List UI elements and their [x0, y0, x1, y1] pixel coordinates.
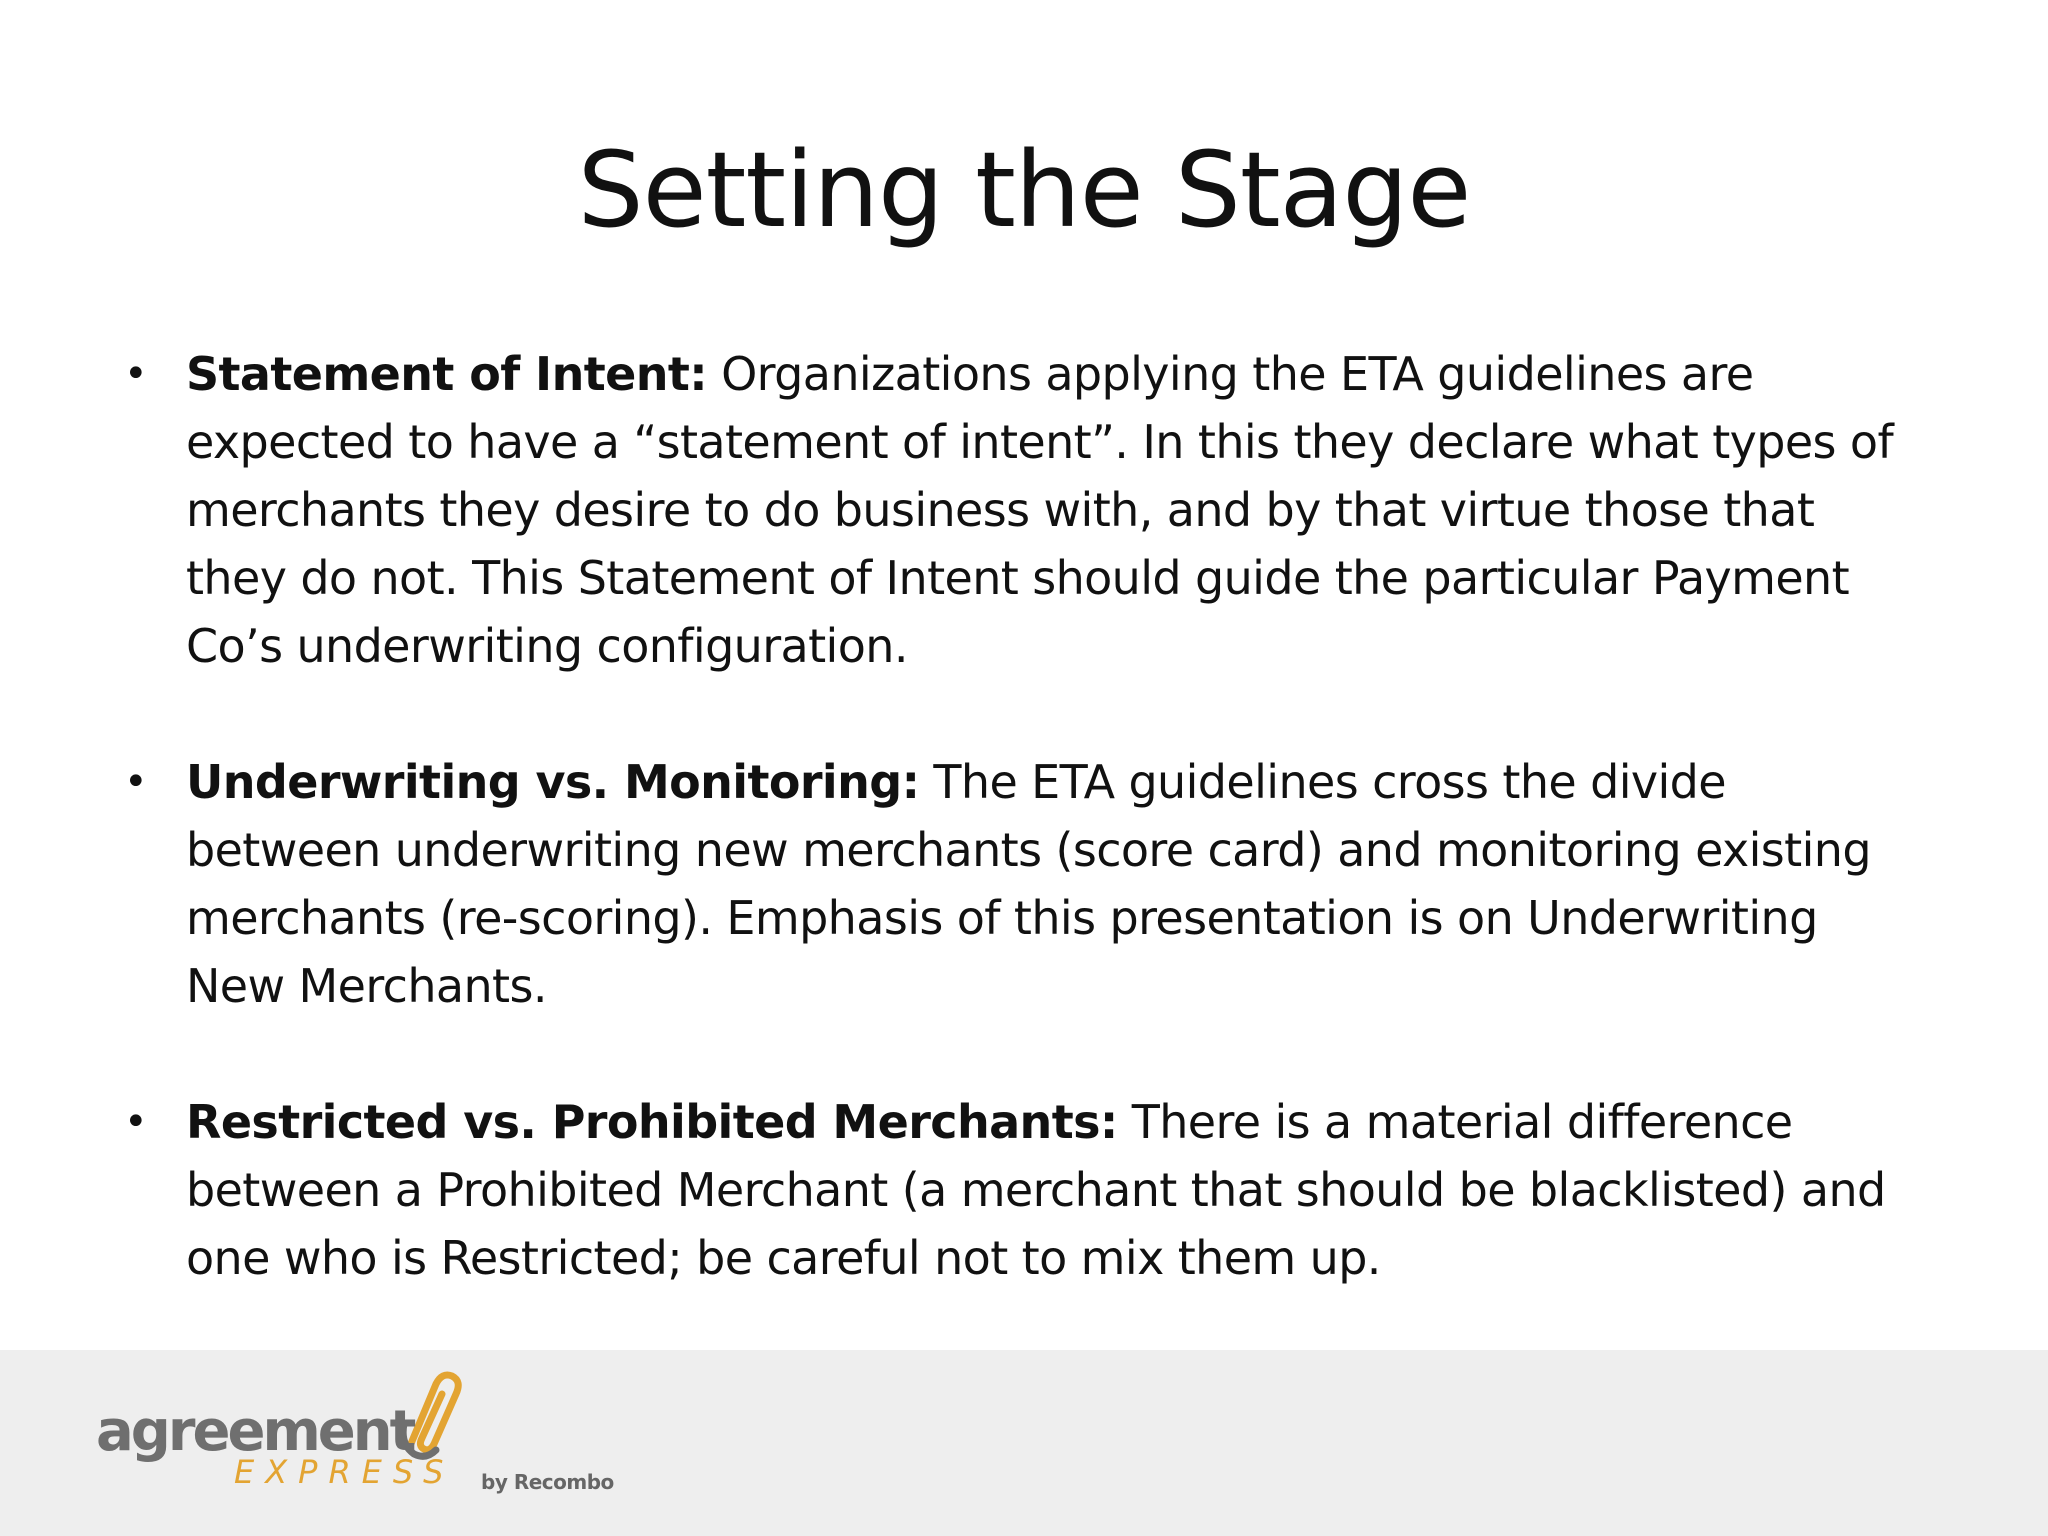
bullet-text: The ETA guidelines cross the divide between underwriting new merchants (score card) and monitoring existing merchants (re-scoring). Emphasis of this presentation is on Underwriting New Merchants. — [186, 755, 1871, 1013]
logo-byline: by Recombo — [481, 1470, 614, 1494]
bullet-item-statement-of-intent — [120, 340, 1920, 680]
logo-wordmark: agreement — [96, 1399, 414, 1464]
bullet-text: There is a material difference between a Prohibited Merchant (a merchant that should be blacklisted) and one who is Restricted; be careful not to mix them up. — [186, 1095, 1886, 1285]
bullet-heading: Restricted vs. Prohibited Merchants: — [186, 1095, 1118, 1149]
bullet-list — [120, 340, 1920, 1360]
bullet-text: Organizations applying the ETA guidelines are expected to have a “statement of intent”. In this they declare what types of merchants they desire to do business with, and by that virtue those that they do not. This Statement of Intent should guide the particular Payment Co’s underwriting configuration. — [186, 347, 1894, 673]
bullet-item-underwriting-vs-monitoring — [120, 748, 1920, 1020]
logo-subtitle: EXPRESS — [234, 1453, 455, 1491]
bullet-heading: Statement of Intent: — [186, 347, 708, 401]
bullet-icon: • — [124, 759, 147, 805]
agreement-express-logo — [96, 1366, 636, 1506]
bullet-icon: • — [124, 351, 147, 397]
bullet-heading: Underwriting vs. Monitoring: — [186, 755, 920, 809]
bullet-icon: • — [124, 1099, 147, 1145]
bullet-item-restricted-vs-prohibited — [120, 1088, 1920, 1292]
slide-title: Setting the Stage — [577, 129, 1471, 251]
